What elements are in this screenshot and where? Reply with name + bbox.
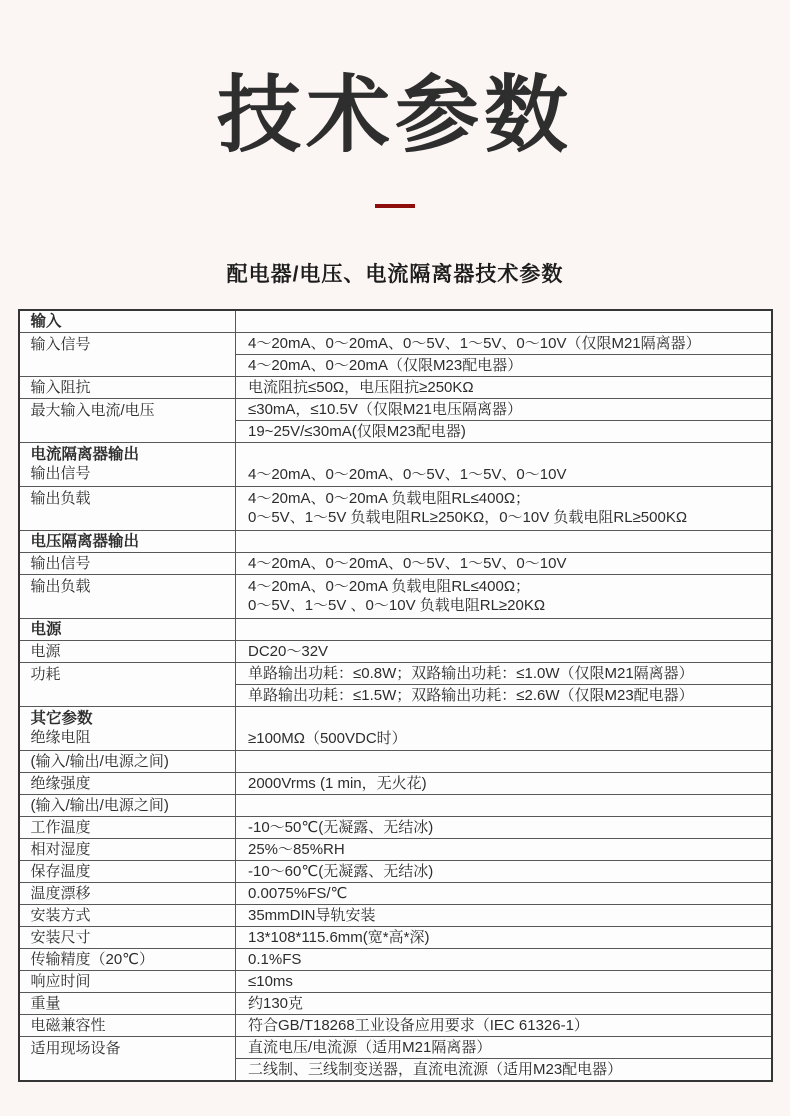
table-row — [19, 992, 772, 1014]
spec-value — [236, 794, 772, 816]
spec-value-line: 0～5V、1～5V 负载电阻RL≥250KΩ，0～10V 负载电阻RL≥500KΩ — [248, 509, 688, 527]
table-row — [19, 1014, 772, 1036]
table-row — [19, 376, 772, 398]
spec-label: (输入/输出/电源之间) — [19, 794, 236, 816]
spec-label: 温度漂移 — [19, 882, 236, 904]
table-row — [19, 640, 772, 662]
spec-label: 重量 — [19, 992, 236, 1014]
spec-value: 单路输出功耗：≤1.5W；双路输出功耗：≤2.6W（仅限M23配电器） — [236, 684, 772, 706]
spec-value: 25%～85%RH — [236, 838, 772, 860]
spec-value: 35mmDIN导轨安装 — [236, 904, 772, 926]
spec-label: 功耗 — [19, 662, 236, 706]
spec-label: 适用现场设备 — [19, 1036, 236, 1081]
table-row — [19, 552, 772, 574]
spec-label: 保存温度 — [19, 860, 236, 882]
spec-section-label: 电源 — [19, 618, 236, 640]
spec-value: -10～50℃(无凝露、无结冰) — [236, 816, 772, 838]
spec-label: 响应时间 — [19, 970, 236, 992]
spec-label: 绝缘强度 — [19, 772, 236, 794]
spec-value: 13*108*115.6mm(宽*高*深) — [236, 926, 772, 948]
table-row — [19, 772, 772, 794]
spec-label — [19, 442, 236, 486]
spec-label: (输入/输出/电源之间) — [19, 750, 236, 772]
spec-value: 0.1%FS — [236, 948, 772, 970]
spec-value: 单路输出功耗：≤0.8W；双路输出功耗：≤1.0W（仅限M21隔离器） — [236, 662, 772, 684]
spec-label: 输出信号 — [19, 552, 236, 574]
table-row — [19, 442, 772, 486]
table-row — [19, 838, 772, 860]
spec-label: 输入阻抗 — [19, 376, 236, 398]
spec-section-label: 电压隔离器输出 — [19, 530, 236, 552]
spec-value-line: 4～20mA、0～20mA 负载电阻RL≤400Ω； — [248, 578, 531, 596]
title-divider — [375, 204, 415, 208]
spec-value: 直流电压/电流源（适用M21隔离器） — [236, 1036, 772, 1058]
table-row — [19, 574, 772, 618]
spec-value-line: 0～5V、1～5V 、0～10V 负载电阻RL≥20KΩ — [248, 597, 546, 615]
spec-value: 4～20mA、0～20mA、0～5V、1～5V、0～10V（仅限M21隔离器） — [236, 332, 772, 354]
spec-section-label: 电流隔离器输出 — [30, 445, 140, 463]
table-row — [19, 816, 772, 838]
table-row — [19, 970, 772, 992]
spec-value: 19~25V/≤30mA(仅限M23配电器) — [236, 420, 772, 442]
spec-value: 4～20mA、0～20mA、0～5V、1～5V、0～10V — [236, 442, 772, 486]
table-row — [19, 794, 772, 816]
spec-value: 4～20mA、0～20mA（仅限M23配电器） — [236, 354, 772, 376]
spec-label-line: 绝缘电阻 — [30, 728, 91, 746]
table-row — [19, 1036, 772, 1058]
spec-section-label: 输入 — [19, 310, 236, 333]
spec-value: 4～20mA、0～20mA、0～5V、1～5V、0～10V — [236, 552, 772, 574]
spec-label: 输出负载 — [19, 574, 236, 618]
spec-label: 安装方式 — [19, 904, 236, 926]
table-row — [19, 486, 772, 530]
table-row — [19, 332, 772, 354]
table-row — [19, 398, 772, 420]
spec-label: 安装尺寸 — [19, 926, 236, 948]
spec-table-body — [19, 310, 772, 1081]
table-row — [19, 926, 772, 948]
table-row — [19, 750, 772, 772]
spec-value: -10～60℃(无凝露、无结冰) — [236, 860, 772, 882]
spec-value-line: 4～20mA、0～20mA 负载电阻RL≤400Ω； — [248, 490, 531, 508]
spec-label: 传输精度（20℃） — [19, 948, 236, 970]
spec-value: ≤30mA，≤10.5V（仅限M21电压隔离器） — [236, 398, 772, 420]
spec-value: 约130克 — [236, 992, 772, 1014]
spec-label: 相对湿度 — [19, 838, 236, 860]
spec-value — [236, 486, 772, 530]
spec-value: 0.0075%FS/℃ — [236, 882, 772, 904]
page-title: 技术参数 — [216, 68, 573, 162]
spec-label: 最大输入电流/电压 — [19, 398, 236, 442]
spec-label: 电磁兼容性 — [19, 1014, 236, 1036]
spec-label: 电源 — [19, 640, 236, 662]
spec-section-label: 其它参数 — [30, 709, 93, 727]
spec-label: 输入信号 — [19, 332, 236, 376]
spec-value — [236, 530, 772, 552]
spec-value: ≥100MΩ（500VDC时） — [236, 706, 772, 750]
spec-value — [236, 618, 772, 640]
table-row — [19, 662, 772, 684]
spec-value: 2000Vrms (1 min，无火花) — [236, 772, 772, 794]
table-row — [19, 948, 772, 970]
spec-value: 电流阻抗≤50Ω，电压阻抗≥250KΩ — [236, 376, 772, 398]
spec-value: ≤10ms — [236, 970, 772, 992]
table-row — [19, 904, 772, 926]
spec-label-line: 输出信号 — [30, 464, 91, 482]
spec-label: 工作温度 — [19, 816, 236, 838]
spec-label — [19, 706, 236, 750]
table-row — [19, 618, 772, 640]
spec-value — [236, 574, 772, 618]
spec-table — [18, 309, 773, 1082]
spec-value — [236, 750, 772, 772]
table-row — [19, 530, 772, 552]
table-row — [19, 310, 772, 333]
spec-value: DC20～32V — [236, 640, 772, 662]
table-row — [19, 860, 772, 882]
spec-label: 输出负载 — [19, 486, 236, 530]
spec-value: 二线制、三线制变送器，直流电流源（适用M23配电器） — [236, 1058, 772, 1081]
table-row — [19, 882, 772, 904]
spec-value — [236, 310, 772, 333]
spec-value: 符合GB/T18268工业设备应用要求（IEC 61326-1） — [236, 1014, 772, 1036]
table-row — [19, 706, 772, 750]
page-subtitle: 配电器/电压、电流隔离器技术参数 — [226, 262, 564, 286]
